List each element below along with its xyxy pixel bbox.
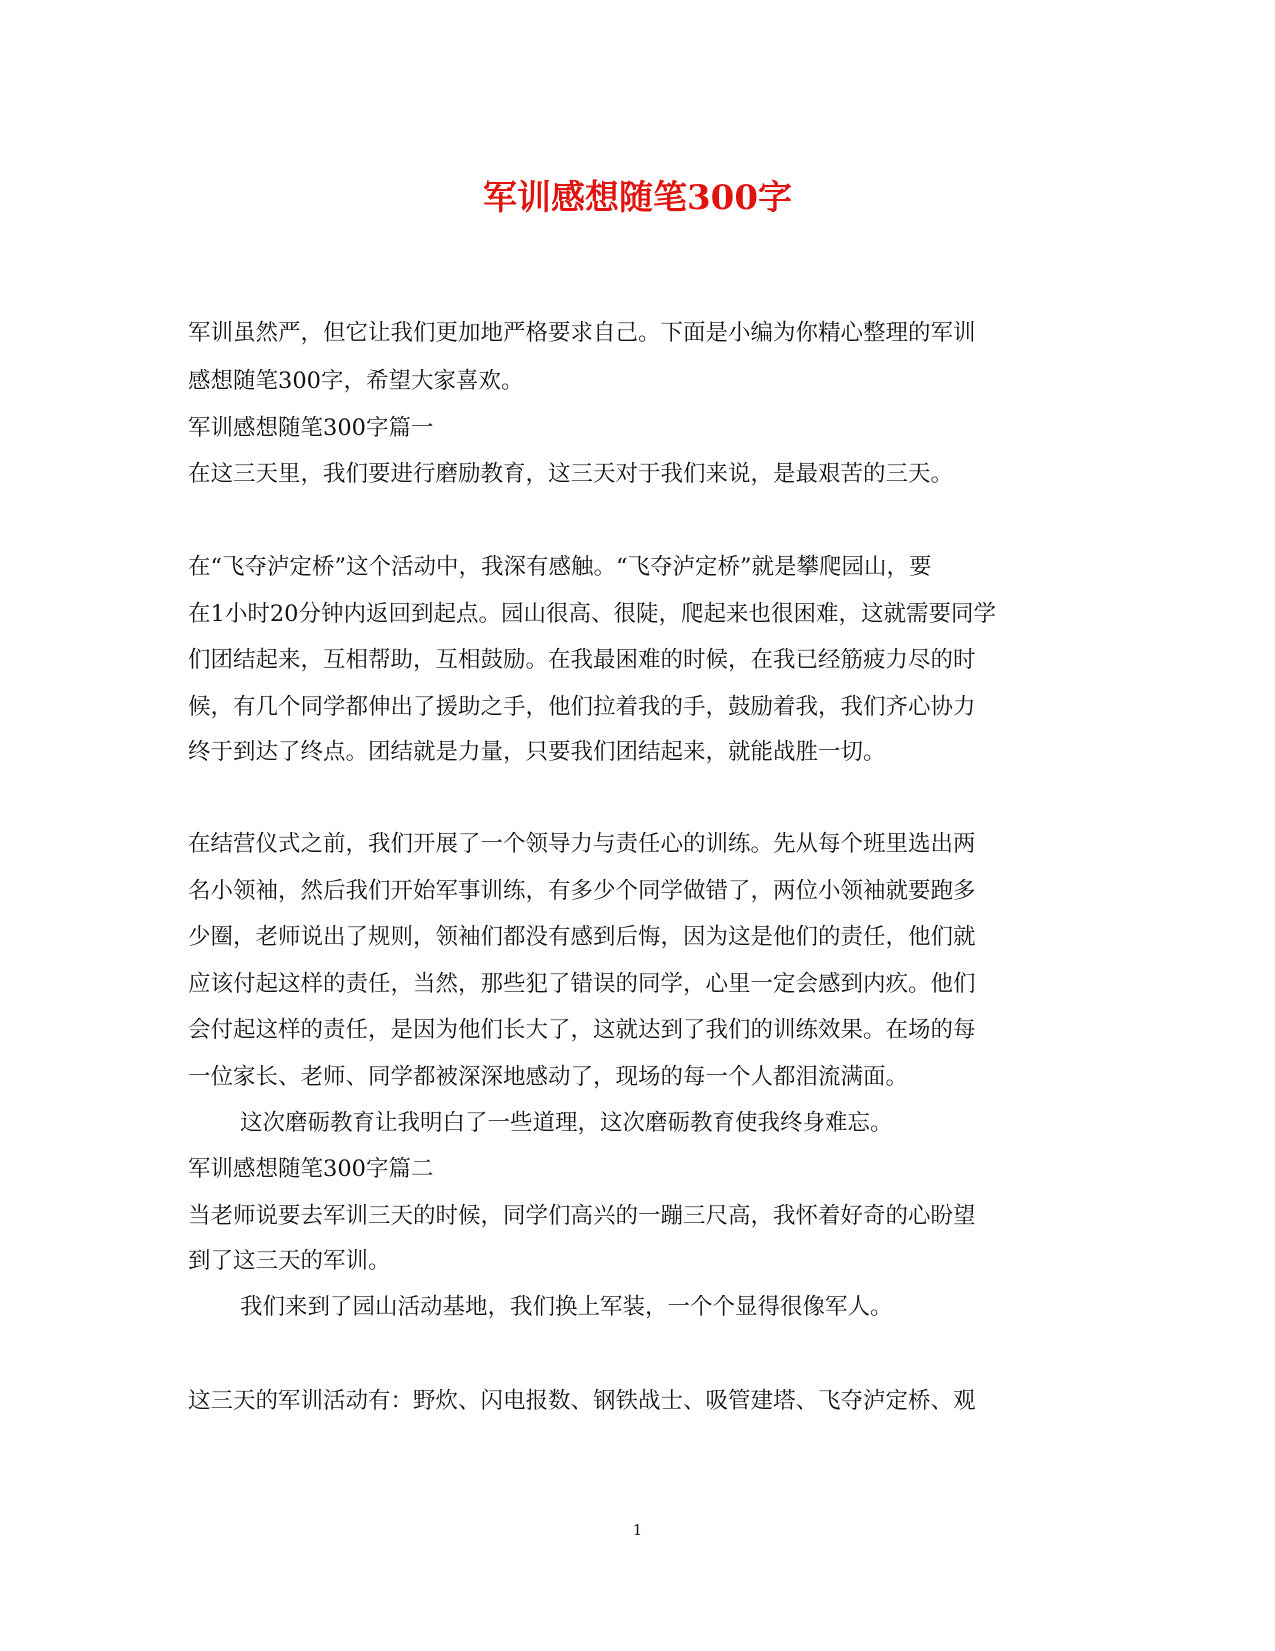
paragraph-line: 这三天的军训活动有：野炊、闪电报数、钢铁战士、吸管建塔、飞夺泸定桥、观 <box>188 1388 976 1414</box>
paragraph-line: 这次磨砺教育让我明白了一些道理，这次磨砺教育使我终身难忘。 <box>240 1110 893 1136</box>
paragraph-line: 名小领袖，然后我们开始军事训练，有多少个同学做错了，两位小领袖就要跑多 <box>188 878 976 904</box>
paragraph-line: 军训虽然严，但它让我们更加地严格要求自己。下面是小编为你精心整理的军训 <box>188 320 976 346</box>
paragraph-line: 终于到达了终点。团结就是力量，只要我们团结起来，就能战胜一切。 <box>188 739 886 765</box>
paragraph-line: 会付起这样的责任，是因为他们长大了，这就达到了我们的训练效果。在场的每 <box>188 1017 976 1043</box>
paragraph-line: 候，有几个同学都伸出了援助之手，他们拉着我的手，鼓励着我，我们齐心协力 <box>188 694 976 720</box>
paragraph-line: 在“飞夺泸定桥”这个活动中，我深有感触。“飞夺泸定桥”就是攀爬园山，要 <box>188 554 932 580</box>
paragraph-line: 一位家长、老师、同学都被深深地感动了，现场的每一个人都泪流满面。 <box>188 1064 909 1090</box>
page-number: 1 <box>632 1521 643 1539</box>
paragraph-line: 们团结起来，互相帮助，互相鼓励。在我最困难的时候，在我已经筋疲力尽的时 <box>188 647 976 673</box>
paragraph-line: 少圈，老师说出了规则，领袖们都没有感到后悔，因为这是他们的责任，他们就 <box>188 924 976 950</box>
paragraph-line: 感想随笔300字，希望大家喜欢。 <box>188 368 524 394</box>
paragraph-line: 在这三天里，我们要进行磨励教育，这三天对于我们来说，是最艰苦的三天。 <box>188 461 954 487</box>
paragraph-line: 应该付起这样的责任，当然，那些犯了错误的同学，心里一定会感到内疚。他们 <box>188 971 976 997</box>
paragraph-line: 在1小时20分钟内返回到起点。园山很高、很陡，爬起来也很困难，这就需要同学 <box>188 601 996 627</box>
document-title: 军训感想随笔300字 <box>483 178 792 218</box>
section-heading: 军训感想随笔300字篇二 <box>188 1156 434 1182</box>
paragraph-line: 当老师说要去军训三天的时候，同学们高兴的一蹦三尺高，我怀着好奇的心盼望 <box>188 1203 976 1229</box>
paragraph-line: 到了这三天的军训。 <box>188 1248 391 1274</box>
section-heading: 军训感想随笔300字篇一 <box>188 415 434 441</box>
paragraph-line: 我们来到了园山活动基地，我们换上军装，一个个显得很像军人。 <box>240 1294 893 1320</box>
paragraph-line: 在结营仪式之前，我们开展了一个领导力与责任心的训练。先从每个班里选出两 <box>188 831 976 857</box>
